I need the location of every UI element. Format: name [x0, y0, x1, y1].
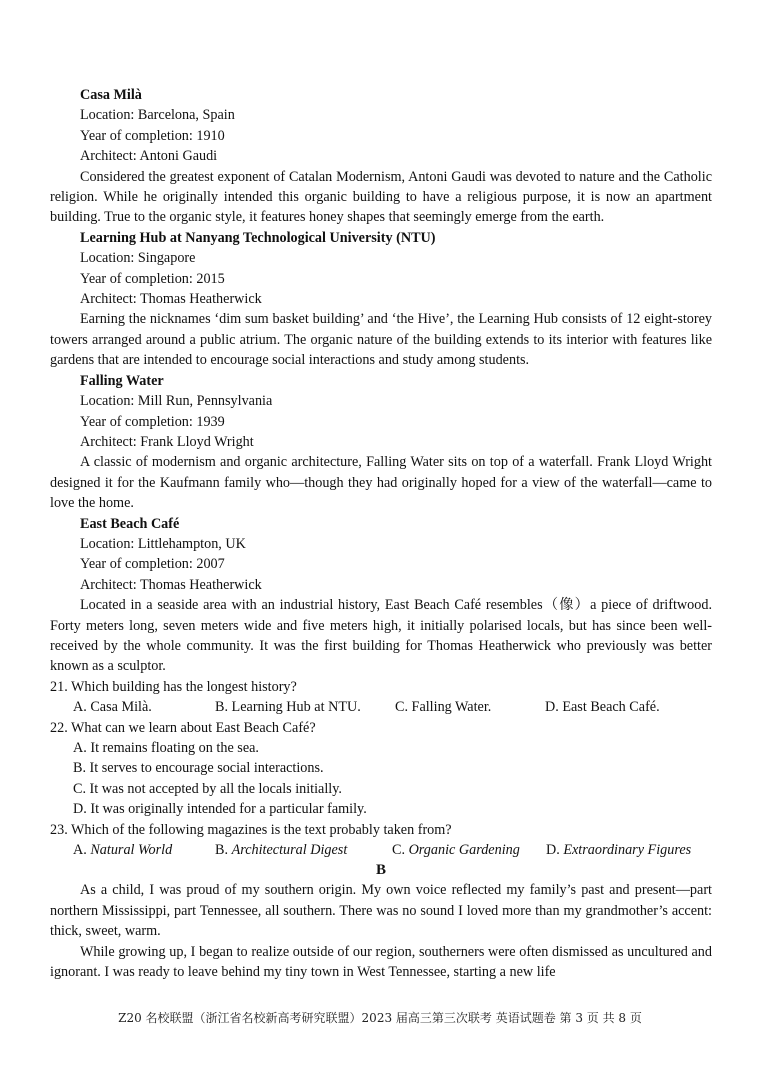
option-a: A. Casa Milà. [73, 699, 152, 716]
option-letter: D. [546, 842, 564, 859]
question-23 [50, 820, 712, 861]
question-stem: 21. Which building has the longest history? [50, 678, 297, 695]
option-c [392, 840, 546, 860]
option-c: C. Falling Water. [395, 699, 492, 716]
option-b: B. It serves to encourage social interactions. [73, 760, 324, 777]
option-d: D. East Beach Café. [545, 699, 660, 716]
option-text: Natural World [90, 842, 173, 859]
option-d: D. It was originally intended for a particular family. [73, 801, 367, 818]
building-description: Considered the greatest exponent of Catalan Modernism, Antoni Gaudi was devoted to nature and the Catholic religion. While he originally intended this organic building to have a religious purpose, it is now an apartment building. True to the organic style, it features honey shapes that seemingly emerge from the earth. [50, 168, 712, 226]
question-22 [50, 718, 712, 820]
option-a [73, 840, 215, 860]
passage-paragraph: As a child, I was proud of my southern origin. My own voice reflected my family’s past and present—part northern Mississippi, part Tennessee, all southern. There was no sound I loved more than my grandmother’s accent: thick, sweet, warm. [50, 882, 712, 940]
option-d [546, 840, 691, 860]
building-location: Location: Singapore [80, 250, 196, 267]
passage-paragraph: While growing up, I began to realize outside of our region, southerners were often dismissed as uncultured and ignorant. I was ready to leave behind my tiny town in West Tennessee, starting a new life [50, 943, 712, 981]
option-letter: A. [73, 842, 91, 859]
building-location: Location: Barcelona, Spain [80, 107, 235, 124]
option-letter: C. [392, 842, 409, 859]
building-description: A classic of modernism and organic architecture, Falling Water sits on top of a waterfall. Frank Lloyd Wright designed it for the Kaufmann family who—though they had originally hoped for a view of the waterfall—came to love the home. [50, 454, 712, 512]
question-options [50, 840, 712, 860]
building-entry [50, 85, 712, 228]
building-title: Falling Water [80, 372, 164, 389]
building-location: Location: Littlehampton, UK [80, 535, 246, 552]
building-architect: Architect: Thomas Heatherwick [80, 576, 262, 593]
building-year: Year of completion: 2015 [80, 270, 225, 287]
building-title: East Beach Café [80, 515, 180, 532]
building-year: Year of completion: 2007 [80, 556, 225, 573]
building-description: Earning the nicknames ‘dim sum basket building’ and ‘the Hive’, the Learning Hub consists of 12 eight-storey towers arranged around a public atrium. The organic nature of the building extends to its interior with features like gardens that are intended to encourage social interactions and study among students. [50, 311, 712, 369]
building-location: Location: Mill Run, Pennsylvania [80, 393, 273, 410]
building-year: Year of completion: 1910 [80, 127, 225, 144]
option-text: Organic Gardening [408, 842, 520, 859]
building-entry [50, 371, 712, 514]
option-a: A. It remains floating on the sea. [73, 740, 259, 756]
option-b: B. Learning Hub at NTU. [215, 699, 361, 716]
building-year: Year of completion: 1939 [80, 413, 225, 430]
option-b [215, 840, 392, 860]
option-letter: B. [215, 842, 232, 859]
question-stem: 23. Which of the following magazines is the text probably taken from? [50, 821, 452, 838]
question-stem: 22. What can we learn about East Beach Café? [50, 719, 316, 736]
question-21 [50, 677, 712, 718]
building-entry [50, 514, 712, 677]
document-page [50, 85, 712, 982]
building-architect: Architect: Antoni Gaudi [80, 148, 218, 165]
option-c: C. It was not accepted by all the locals initially. [73, 780, 342, 797]
building-title: Learning Hub at Nanyang Technological University (NTU) [80, 229, 436, 246]
option-text: Architectural Digest [231, 842, 348, 859]
building-entry [50, 228, 712, 371]
building-title: Casa Milà [80, 87, 142, 103]
question-options [50, 697, 712, 717]
building-architect: Architect: Frank Lloyd Wright [80, 433, 254, 450]
option-text: Extraordinary Figures [563, 842, 692, 859]
building-architect: Architect: Thomas Heatherwick [80, 291, 262, 308]
section-heading: B [375, 862, 386, 879]
page-footer: Z20 名校联盟（浙江省名校新高考研究联盟）2023 届高三第三次联考 英语试题卷 第 3 页 共 8 页 [118, 1011, 642, 1025]
building-description: Located in a seaside area with an industrial history, East Beach Café resembles（像）a piece of driftwood. Forty meters long, seven meters wide and five meters high, it initially polarised locals, but has since been well-received by the whole community. It was the first building for Thomas Heatherwick who previously was better known as a sculptor. [50, 597, 712, 675]
